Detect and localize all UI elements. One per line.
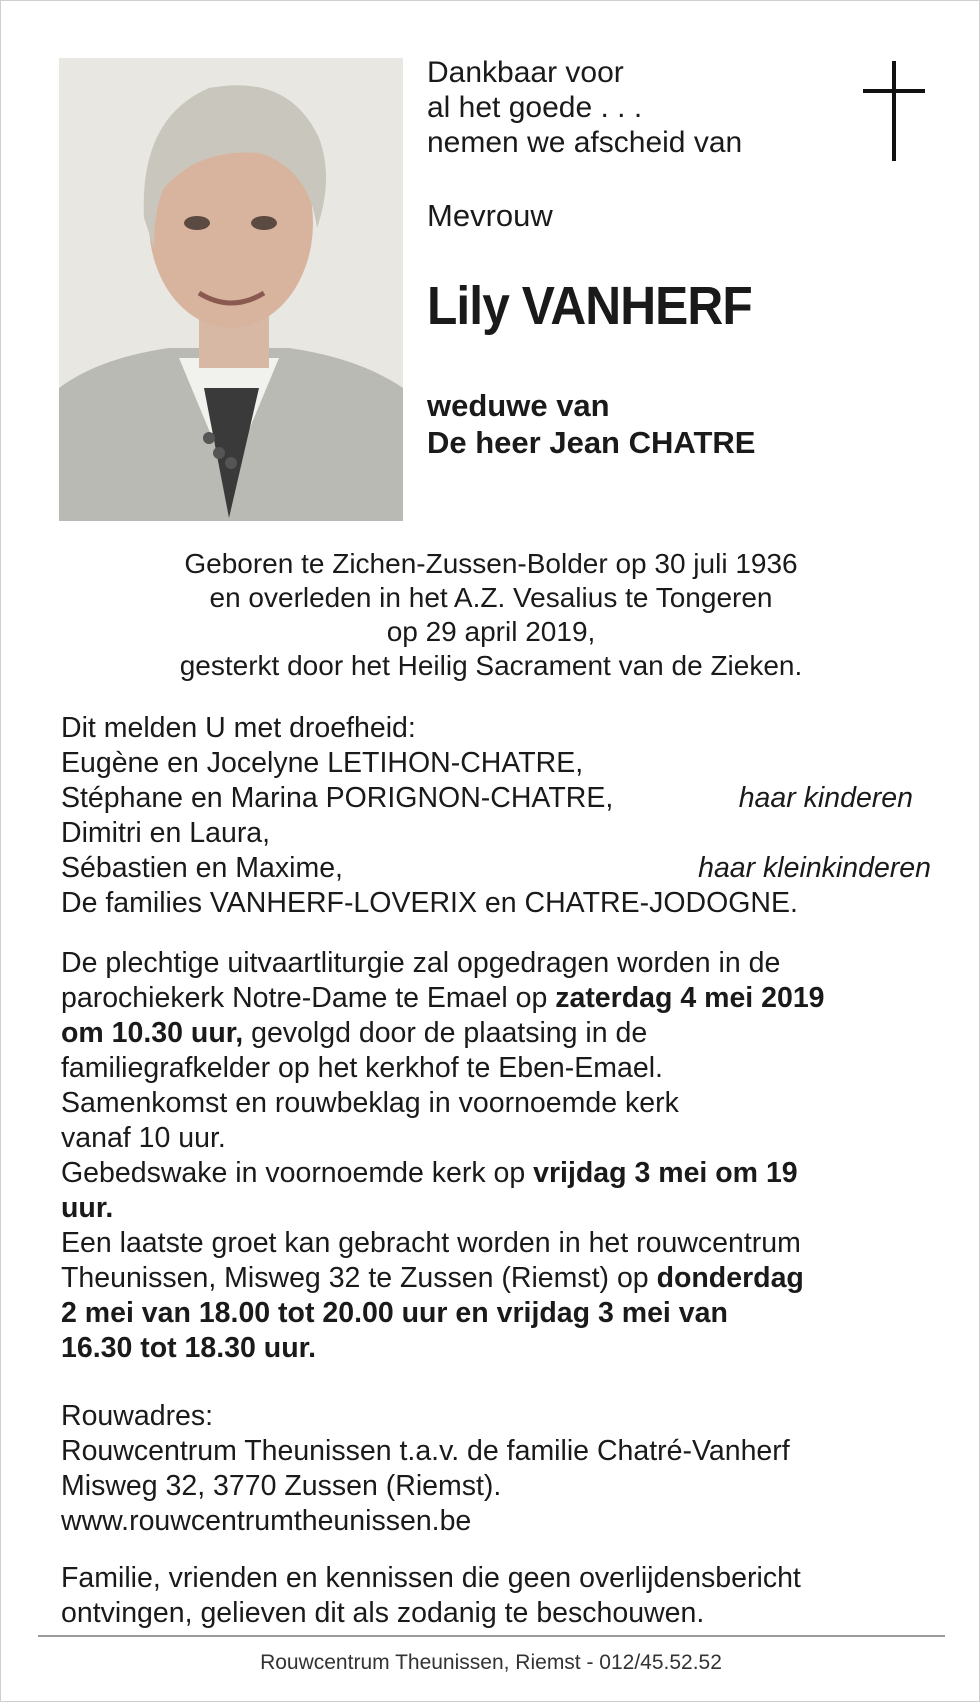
cross-icon [863, 61, 925, 161]
website-link[interactable]: www.rouwcentrumtheunissen.be [61, 1505, 472, 1537]
intro-line: Dankbaar voor [427, 56, 624, 89]
funeral-line: Een laatste groet kan gebracht worden in het rouwcentrum [61, 1227, 801, 1259]
birth-line: Geboren te Zichen-Zussen-Bolder op 30 juli 1936 [184, 548, 798, 579]
family-line: Dit melden U met droefheid: [61, 712, 416, 744]
death-line: en overleden in het A.Z. Vesalius te Tongeren [209, 582, 773, 613]
spouse-name: De heer Jean CHATRE [427, 425, 756, 460]
funeral-line: Theunissen, Misweg 32 te Zussen (Riemst) op donderdag [61, 1262, 804, 1294]
family-line: Stéphane en Marina PORIGNON-CHATRE, haar kinderen [61, 782, 913, 814]
funeral-line: De plechtige uitvaartliturgie zal opgedragen worden in de [61, 947, 781, 979]
address-heading: Rouwadres: [61, 1400, 214, 1432]
intro-line: al het goede . . . [427, 91, 643, 124]
family-line: Eugène en Jocelyne LETIHON-CHATRE, [61, 747, 584, 779]
family-line: Sébastien en Maxime, haar kleinkinderen [61, 852, 931, 884]
funeral-line: familiegrafkelder op het kerkhof te Eben-Emael. [61, 1052, 663, 1084]
widow-line: weduwe van [427, 388, 610, 423]
intro-text [427, 55, 742, 160]
birth-death-info [1, 547, 980, 683]
mourning-address [61, 1399, 931, 1539]
family-line: De families VANHERF-LOVERIX en CHATRE-JODOGNE. [61, 887, 798, 919]
funeral-line: om 10.30 uur, gevolgd door de plaatsing in de [61, 1017, 648, 1049]
children-label: haar kinderen [738, 782, 913, 814]
funeral-details [61, 946, 931, 1366]
widow-of [427, 387, 755, 461]
closing-line: Familie, vrienden en kennissen die geen overlijdensbericht [61, 1562, 801, 1594]
footer-text: Rouwcentrum Theunissen, Riemst - 012/45.52.52 [260, 1651, 722, 1674]
address-line: Rouwcentrum Theunissen t.a.v. de familie Chatré-Vanherf [61, 1435, 790, 1467]
sacrament-line: gesterkt door het Heilig Sacrament van de Zieken. [179, 650, 803, 681]
funeral-line: Gebedswake in voornoemde kerk op vrijdag 3 mei om 19 [61, 1157, 798, 1189]
deceased-name: Lily VANHERF [427, 276, 752, 336]
grandchildren-label: haar kleinkinderen [698, 852, 931, 884]
family-announcement [61, 711, 931, 921]
funeral-line: parochiekerk Notre-Dame te Emael op zaterdag 4 mei 2019 [61, 982, 825, 1014]
closing-line: ontvingen, gelieven dit als zodanig te beschouwen. [61, 1597, 705, 1629]
death-date-line: op 29 april 2019, [386, 616, 596, 647]
intro-line: nemen we afscheid van [427, 126, 743, 159]
funeral-line: 16.30 tot 18.30 uur. [61, 1332, 317, 1364]
funeral-line: uur. [61, 1192, 114, 1224]
family-line: Dimitri en Laura, [61, 817, 271, 849]
footer-divider [38, 1635, 945, 1637]
funeral-line: Samenkomst en rouwbeklag in voornoemde kerk [61, 1087, 679, 1119]
portrait-photo [59, 58, 403, 521]
funeral-line: 2 mei van 18.00 tot 20.00 uur en vrijdag 3 mei van [61, 1297, 728, 1329]
address-line: Misweg 32, 3770 Zussen (Riemst). [61, 1470, 502, 1502]
salutation: Mevrouw [427, 198, 553, 233]
funeral-line: vanaf 10 uur. [61, 1122, 226, 1154]
closing-note [61, 1561, 931, 1631]
